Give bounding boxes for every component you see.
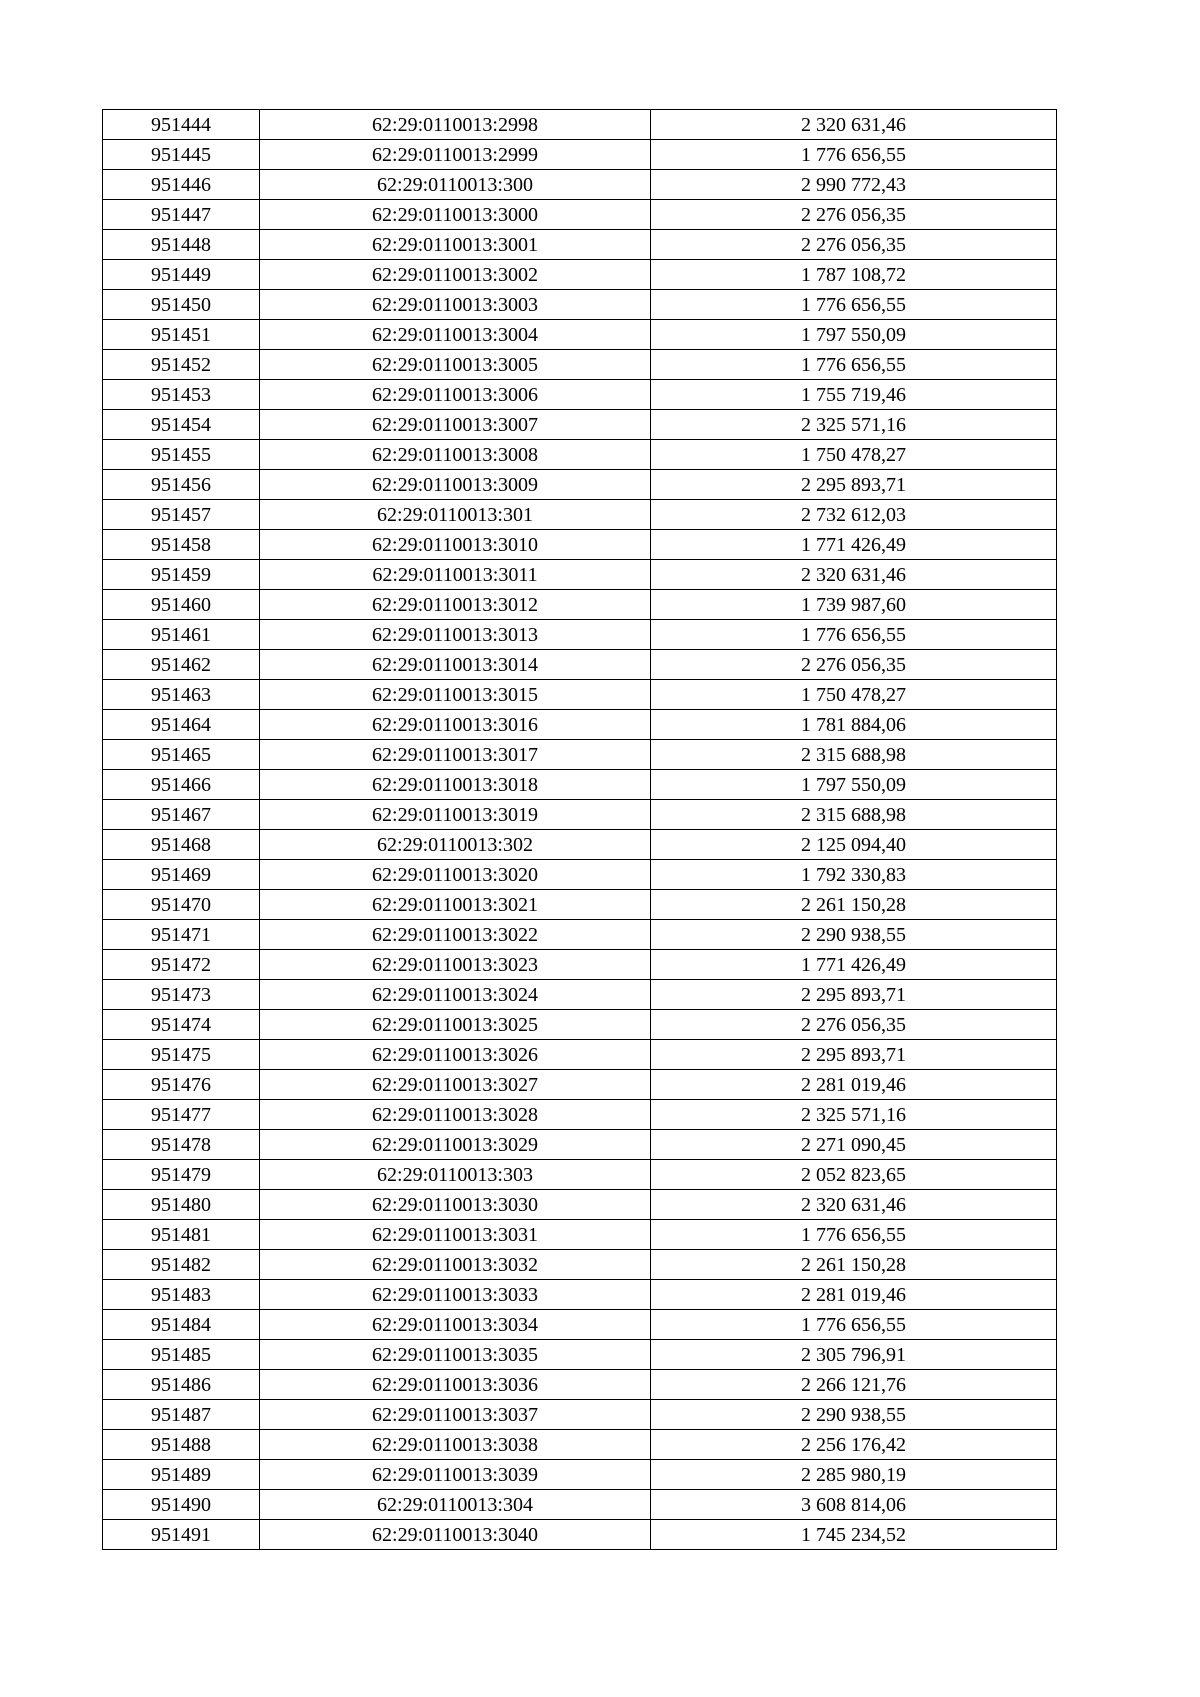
cadastral-value-cell: 2 325 571,16 [651,1100,1057,1130]
row-number-cell: 951471 [103,920,260,950]
table-row [103,1370,1057,1400]
cadastral-value-cell: 2 320 631,46 [651,560,1057,590]
row-number-cell: 951457 [103,500,260,530]
row-number-cell: 951469 [103,860,260,890]
cadastral-value-cell: 1 776 656,55 [651,1310,1057,1340]
table-row [103,320,1057,350]
row-number-cell: 951482 [103,1250,260,1280]
cadastral-number-cell: 62:29:0110013:3002 [260,260,651,290]
cadastral-number-cell: 62:29:0110013:3025 [260,1010,651,1040]
table-row [103,1040,1057,1070]
cadastral-number-cell: 62:29:0110013:3030 [260,1190,651,1220]
row-number-cell: 951464 [103,710,260,740]
row-number-cell: 951454 [103,410,260,440]
table-row [103,500,1057,530]
cadastral-number-cell: 62:29:0110013:3013 [260,620,651,650]
table-row [103,560,1057,590]
table-row [103,200,1057,230]
cadastral-value-cell: 2 295 893,71 [651,980,1057,1010]
row-number-cell: 951449 [103,260,260,290]
cadastral-number-cell: 62:29:0110013:3015 [260,680,651,710]
cadastral-value-cell: 1 750 478,27 [651,440,1057,470]
cadastral-number-cell: 62:29:0110013:3031 [260,1220,651,1250]
table-row [103,1160,1057,1190]
cadastral-number-cell: 62:29:0110013:3036 [260,1370,651,1400]
cadastral-value-cell: 1 776 656,55 [651,140,1057,170]
cadastral-value-cell: 2 315 688,98 [651,740,1057,770]
cadastral-value-cell: 2 325 571,16 [651,410,1057,440]
table-row [103,1280,1057,1310]
cadastral-number-cell: 62:29:0110013:3021 [260,890,651,920]
row-number-cell: 951477 [103,1100,260,1130]
cadastral-value-cell: 2 261 150,28 [651,1250,1057,1280]
row-number-cell: 951445 [103,140,260,170]
row-number-cell: 951468 [103,830,260,860]
cadastral-value-cell: 2 290 938,55 [651,1400,1057,1430]
table-row [103,530,1057,560]
row-number-cell: 951458 [103,530,260,560]
cadastral-value-cell: 1 755 719,46 [651,380,1057,410]
table-row [103,1070,1057,1100]
cadastral-number-cell: 62:29:0110013:3006 [260,380,651,410]
row-number-cell: 951474 [103,1010,260,1040]
cadastral-value-cell: 2 320 631,46 [651,110,1057,140]
cadastral-number-cell: 62:29:0110013:3039 [260,1460,651,1490]
table-row [103,1100,1057,1130]
row-number-cell: 951453 [103,380,260,410]
cadastral-value-cell: 2 281 019,46 [651,1280,1057,1310]
cadastral-value-cell: 3 608 814,06 [651,1490,1057,1520]
cadastral-value-cell: 2 052 823,65 [651,1160,1057,1190]
row-number-cell: 951489 [103,1460,260,1490]
table-row [103,380,1057,410]
cadastral-number-cell: 62:29:0110013:3005 [260,350,651,380]
cadastral-number-cell: 62:29:0110013:301 [260,500,651,530]
table-row [103,860,1057,890]
table-row [103,140,1057,170]
cadastral-value-cell: 2 320 631,46 [651,1190,1057,1220]
cadastral-number-cell: 62:29:0110013:3000 [260,200,651,230]
row-number-cell: 951448 [103,230,260,260]
row-number-cell: 951460 [103,590,260,620]
table-row [103,1310,1057,1340]
row-number-cell: 951475 [103,1040,260,1070]
cadastral-number-cell: 62:29:0110013:3022 [260,920,651,950]
cadastral-value-cell: 2 295 893,71 [651,470,1057,500]
table-row [103,620,1057,650]
cadastral-value-cell: 1 776 656,55 [651,1220,1057,1250]
table-row [103,440,1057,470]
row-number-cell: 951456 [103,470,260,500]
cadastral-number-cell: 62:29:0110013:3010 [260,530,651,560]
cadastral-value-cell: 1 776 656,55 [651,620,1057,650]
row-number-cell: 951491 [103,1520,260,1550]
table-row [103,1460,1057,1490]
cadastral-value-cell: 2 125 094,40 [651,830,1057,860]
cadastral-value-cell: 2 305 796,91 [651,1340,1057,1370]
row-number-cell: 951485 [103,1340,260,1370]
table-row [103,1130,1057,1160]
cadastral-value-cell: 2 271 090,45 [651,1130,1057,1160]
table-row [103,650,1057,680]
cadastral-number-cell: 62:29:0110013:3007 [260,410,651,440]
cadastral-value-cell: 1 750 478,27 [651,680,1057,710]
row-number-cell: 951483 [103,1280,260,1310]
cadastral-value-cell: 2 290 938,55 [651,920,1057,950]
row-number-cell: 951444 [103,110,260,140]
cadastral-number-cell: 62:29:0110013:3028 [260,1100,651,1130]
row-number-cell: 951470 [103,890,260,920]
cadastral-value-cell: 1 797 550,09 [651,320,1057,350]
cadastral-number-cell: 62:29:0110013:3011 [260,560,651,590]
cadastral-value-cell: 2 276 056,35 [651,200,1057,230]
row-number-cell: 951478 [103,1130,260,1160]
row-number-cell: 951481 [103,1220,260,1250]
table-row [103,1010,1057,1040]
cadastral-number-cell: 62:29:0110013:3040 [260,1520,651,1550]
row-number-cell: 951479 [103,1160,260,1190]
table-row [103,890,1057,920]
cadastral-number-cell: 62:29:0110013:3018 [260,770,651,800]
table-row [103,590,1057,620]
row-number-cell: 951452 [103,350,260,380]
cadastral-value-cell: 1 787 108,72 [651,260,1057,290]
row-number-cell: 951450 [103,290,260,320]
cadastral-number-cell: 62:29:0110013:3012 [260,590,651,620]
table-row [103,1220,1057,1250]
row-number-cell: 951490 [103,1490,260,1520]
cadastral-value-cell: 1 771 426,49 [651,530,1057,560]
cadastral-value-cell: 1 776 656,55 [651,290,1057,320]
cadastral-number-cell: 62:29:0110013:3023 [260,950,651,980]
table-row [103,950,1057,980]
cadastral-value-table [102,109,1057,1550]
table-row [103,1190,1057,1220]
cadastral-value-cell: 2 285 980,19 [651,1460,1057,1490]
table-body [103,110,1057,1550]
cadastral-number-cell: 62:29:0110013:3033 [260,1280,651,1310]
cadastral-number-cell: 62:29:0110013:2998 [260,110,651,140]
cadastral-value-cell: 2 256 176,42 [651,1430,1057,1460]
row-number-cell: 951484 [103,1310,260,1340]
cadastral-number-cell: 62:29:0110013:3032 [260,1250,651,1280]
table-row [103,710,1057,740]
cadastral-number-cell: 62:29:0110013:3027 [260,1070,651,1100]
row-number-cell: 951465 [103,740,260,770]
cadastral-number-cell: 62:29:0110013:3035 [260,1340,651,1370]
cadastral-value-cell: 1 797 550,09 [651,770,1057,800]
cadastral-value-cell: 2 276 056,35 [651,230,1057,260]
row-number-cell: 951459 [103,560,260,590]
row-number-cell: 951472 [103,950,260,980]
cadastral-value-cell: 2 732 612,03 [651,500,1057,530]
cadastral-value-cell: 1 739 987,60 [651,590,1057,620]
row-number-cell: 951480 [103,1190,260,1220]
row-number-cell: 951455 [103,440,260,470]
row-number-cell: 951466 [103,770,260,800]
table-row [103,350,1057,380]
cadastral-number-cell: 62:29:0110013:3019 [260,800,651,830]
cadastral-number-cell: 62:29:0110013:3014 [260,650,651,680]
cadastral-value-cell: 2 295 893,71 [651,1040,1057,1070]
cadastral-number-cell: 62:29:0110013:2999 [260,140,651,170]
cadastral-number-cell: 62:29:0110013:303 [260,1160,651,1190]
cadastral-number-cell: 62:29:0110013:3016 [260,710,651,740]
table-row [103,800,1057,830]
cadastral-value-cell: 2 315 688,98 [651,800,1057,830]
table-row [103,110,1057,140]
cadastral-number-cell: 62:29:0110013:300 [260,170,651,200]
row-number-cell: 951473 [103,980,260,1010]
cadastral-value-cell: 1 781 884,06 [651,710,1057,740]
cadastral-number-cell: 62:29:0110013:3037 [260,1400,651,1430]
cadastral-value-cell: 2 276 056,35 [651,1010,1057,1040]
cadastral-number-cell: 62:29:0110013:3001 [260,230,651,260]
cadastral-number-cell: 62:29:0110013:302 [260,830,651,860]
cadastral-value-cell: 1 776 656,55 [651,350,1057,380]
cadastral-value-cell: 2 990 772,43 [651,170,1057,200]
table-row [103,980,1057,1010]
table-row [103,1340,1057,1370]
cadastral-number-cell: 62:29:0110013:3017 [260,740,651,770]
cadastral-number-cell: 62:29:0110013:3034 [260,1310,651,1340]
row-number-cell: 951446 [103,170,260,200]
cadastral-number-cell: 62:29:0110013:3026 [260,1040,651,1070]
cadastral-value-cell: 1 745 234,52 [651,1520,1057,1550]
cadastral-value-cell: 2 266 121,76 [651,1370,1057,1400]
table-row [103,230,1057,260]
cadastral-number-cell: 62:29:0110013:3020 [260,860,651,890]
cadastral-number-cell: 62:29:0110013:3009 [260,470,651,500]
row-number-cell: 951488 [103,1430,260,1460]
cadastral-number-cell: 62:29:0110013:3004 [260,320,651,350]
cadastral-number-cell: 62:29:0110013:304 [260,1490,651,1520]
cadastral-value-cell: 1 771 426,49 [651,950,1057,980]
cadastral-number-cell: 62:29:0110013:3008 [260,440,651,470]
table-row [103,1250,1057,1280]
table-row [103,1520,1057,1550]
cadastral-number-cell: 62:29:0110013:3038 [260,1430,651,1460]
table-row [103,1490,1057,1520]
row-number-cell: 951447 [103,200,260,230]
table-row [103,680,1057,710]
table-row [103,260,1057,290]
cadastral-value-cell: 2 261 150,28 [651,890,1057,920]
table-row [103,1430,1057,1460]
row-number-cell: 951487 [103,1400,260,1430]
table-row [103,290,1057,320]
table-row [103,470,1057,500]
table-row [103,920,1057,950]
table-row [103,740,1057,770]
table-row [103,830,1057,860]
cadastral-number-cell: 62:29:0110013:3003 [260,290,651,320]
row-number-cell: 951486 [103,1370,260,1400]
cadastral-value-cell: 2 281 019,46 [651,1070,1057,1100]
cadastral-number-cell: 62:29:0110013:3024 [260,980,651,1010]
row-number-cell: 951461 [103,620,260,650]
cadastral-value-cell: 1 792 330,83 [651,860,1057,890]
row-number-cell: 951476 [103,1070,260,1100]
cadastral-number-cell: 62:29:0110013:3029 [260,1130,651,1160]
table-row [103,410,1057,440]
table-row [103,770,1057,800]
row-number-cell: 951451 [103,320,260,350]
table-row [103,170,1057,200]
cadastral-value-cell: 2 276 056,35 [651,650,1057,680]
row-number-cell: 951463 [103,680,260,710]
row-number-cell: 951467 [103,800,260,830]
table-row [103,1400,1057,1430]
row-number-cell: 951462 [103,650,260,680]
